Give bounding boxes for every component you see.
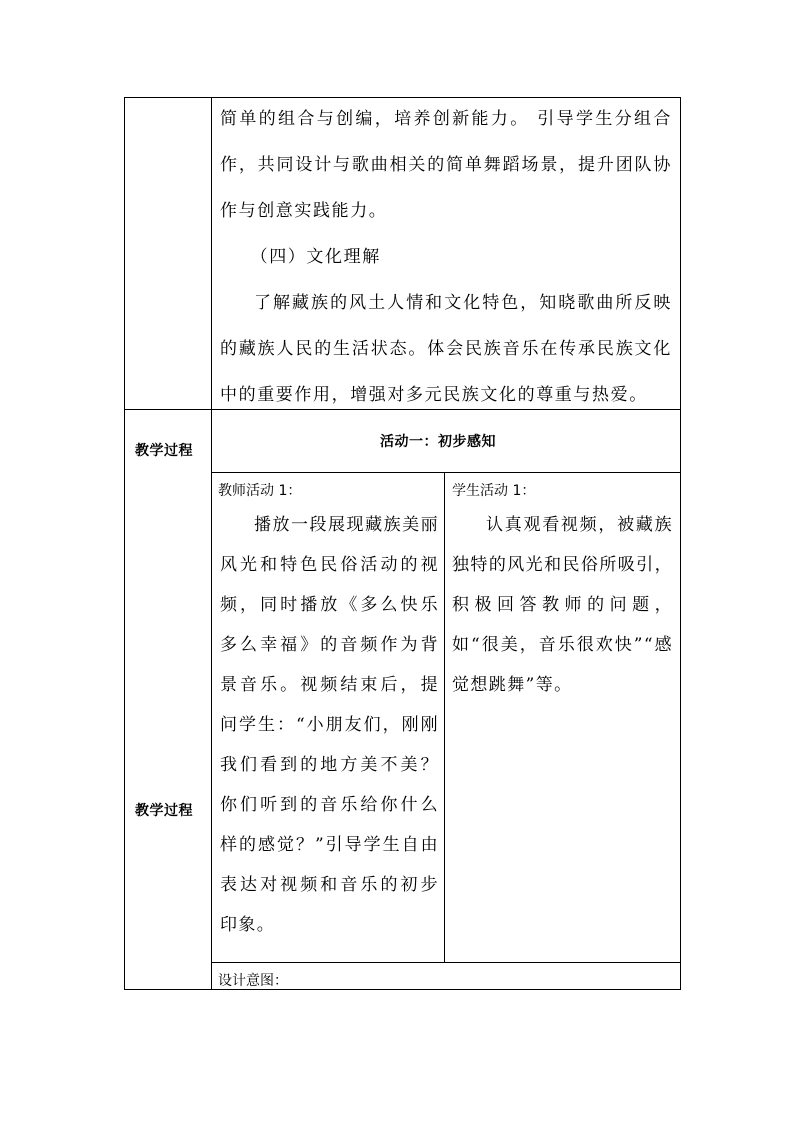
- teacher-activity-text: 播放一段展现藏族美丽风光和特色民俗活动的视频，同时播放《多么快乐多么幸福》的音频作为背景音乐。视频结束后，提问学生：“小朋友们，刚刚我们看到的地方美不美？你们听到的音乐给你什么样的感觉？”引导学生自由表达对视频和音乐的初步印象。: [220, 515, 439, 935]
- design-intent-divider: [211, 962, 681, 963]
- activity-title: 活动一：初步感知: [380, 434, 496, 450]
- row-label-teaching-process-mid: 教学过程: [135, 803, 193, 819]
- design-intent-label: 设计意图：: [218, 973, 288, 989]
- activity-title-divider: [211, 472, 681, 473]
- label-column-divider: [211, 97, 212, 990]
- activity-column-divider: [444, 472, 445, 962]
- row-label-teaching-process-top: 教学过程: [135, 443, 193, 459]
- objectives-paragraph-creativity: 简单的组合与创编，培养创新能力。 引导学生分组合作，共同设计与歌曲相关的简单舞蹈场景，提升团队协作与创意实践能力。: [220, 109, 672, 221]
- student-activity-text: 认真观看视频，被藏族独特的风光和民俗所吸引，积极回答教师的问题，如“很美，音乐很欢快”“感觉想跳舞”等。: [452, 515, 673, 695]
- table-right-border: [680, 97, 681, 990]
- teacher-activity-label: 教师活动 1：: [218, 483, 302, 499]
- objectives-heading-culture: （四）文化理解: [250, 247, 381, 267]
- table-left-border: [124, 97, 125, 990]
- objectives-content: [220, 96, 672, 418]
- objectives-paragraph-culture: 了解藏族的风土人情和文化特色，知晓歌曲所反映的藏族人民的生活状态。体会民族音乐在传承民族文化中的重要作用，增强对多元民族文化的尊重与热爱。: [220, 293, 672, 405]
- student-activity-label: 学生活动 1：: [452, 483, 536, 499]
- table-bottom-border: [124, 989, 681, 990]
